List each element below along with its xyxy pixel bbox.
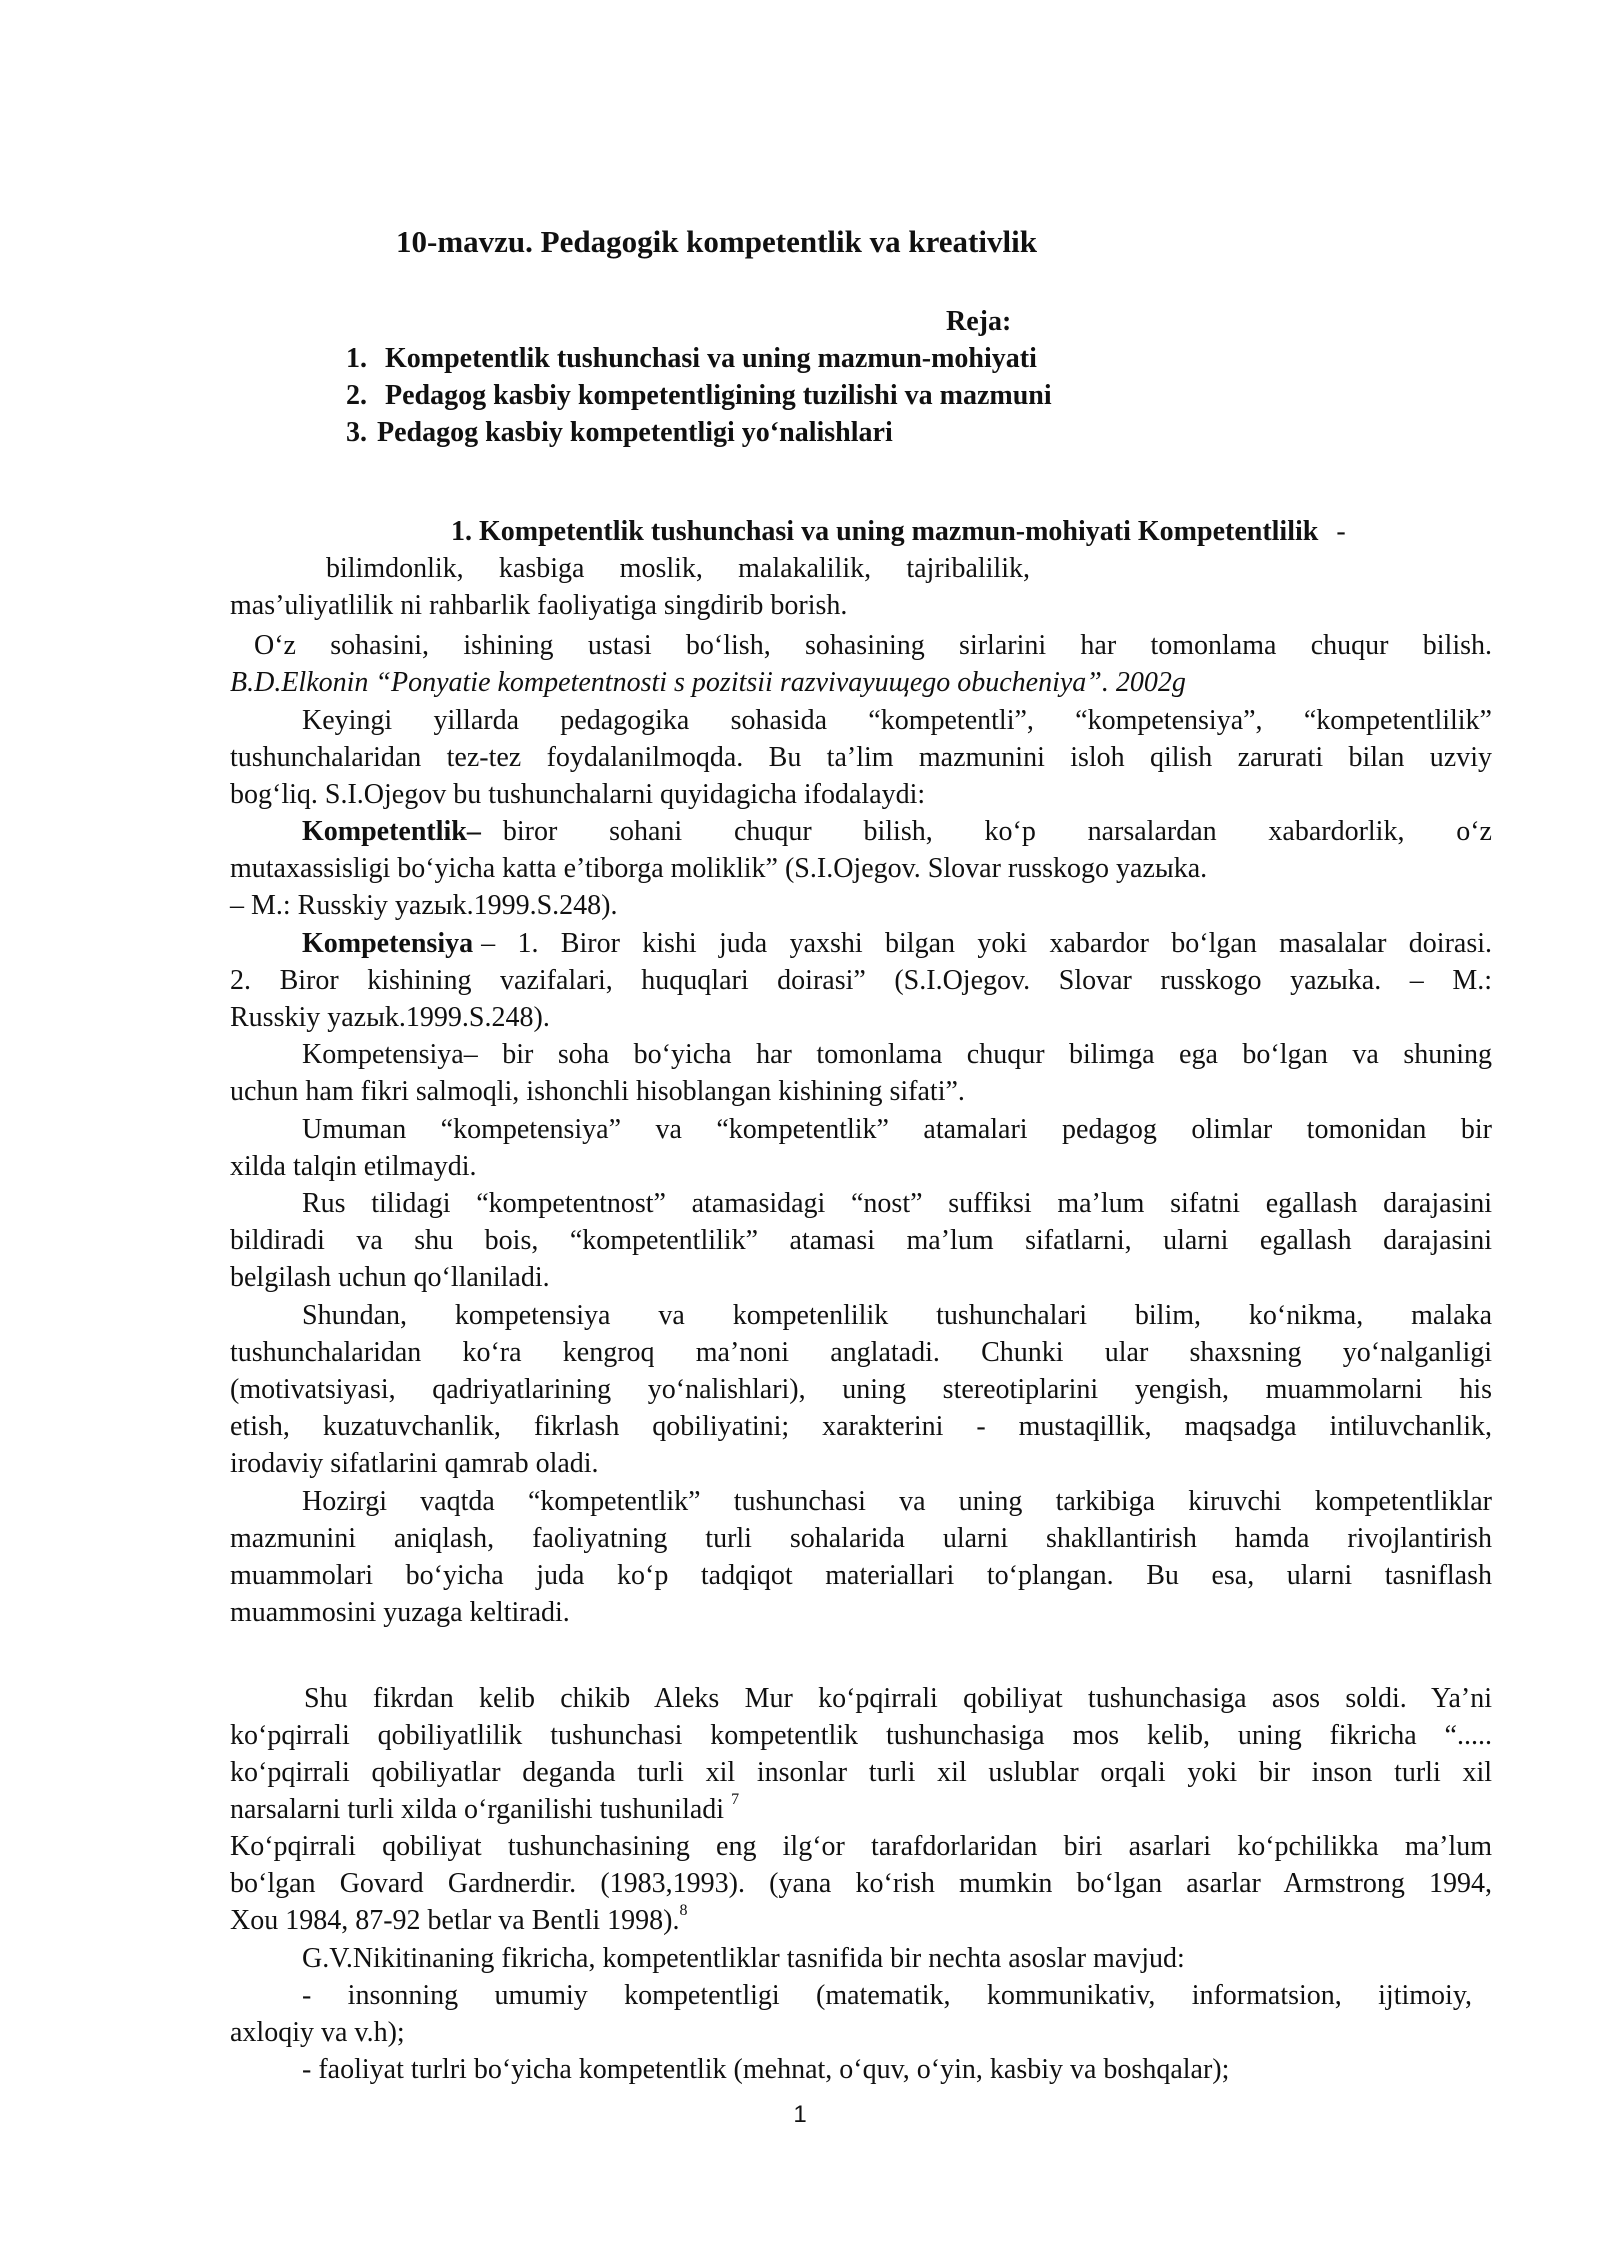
- plan-item-number: 2.: [346, 380, 367, 411]
- plan-item-text: Pedagog kasbiy kompetentligi yo‘nalishlari: [377, 417, 893, 448]
- plan-item-number: 3.: [346, 417, 367, 448]
- plan-item-text: Kompetentlik tushunchasi va uning mazmun-mohiyati: [385, 343, 1037, 374]
- plan-item: [346, 343, 1037, 375]
- section-heading: 1. Kompetentlik tushunchasi va uning mazmun-mohiyati Kompetentlilik -: [451, 516, 1346, 547]
- paragraph: G.V.Nikitinaning fikricha, kompetentliklar tasnifida bir nechta asoslar mavjud:: [302, 1943, 1185, 1974]
- list-item: - faoliyat turlri bo‘yicha kompetentlik (mehnat, o‘quv, o‘yin, kasbiy va boshqalar);: [302, 2054, 1230, 2085]
- plan-heading: Reja:: [946, 306, 1012, 337]
- definition-line: O‘z sohasini, ishining ustasi bo‘lish, sohasining sirlarini har tomonlama chuqur bilish.: [254, 630, 1492, 661]
- plan-item: [346, 380, 1052, 412]
- page-number: 1: [793, 2101, 807, 2128]
- plan-item-number: 1.: [346, 343, 367, 374]
- citation: B.D.Elkonin “Ponyatie kompetentnosti s pozitsii razvivayuщego obucheniya”. 2002g: [230, 667, 1186, 698]
- plan-item-text: Pedagog kasbiy kompetentligining tuzilishi va mazmuni: [385, 380, 1052, 411]
- footnote-marker: 8: [679, 1901, 688, 1919]
- definition-line: mas’uliyatlilik ni rahbarlik faoliyatiga singdirib borish.: [230, 590, 848, 621]
- definition-line: bilimdonlik, kasbiga moslik, malakalilik, tajribalilik,: [326, 553, 1030, 584]
- footnote-marker: 7: [731, 1790, 740, 1808]
- plan-item: [346, 417, 893, 449]
- page-title: 10-mavzu. Pedagogik kompetentlik va kreativlik: [396, 224, 1037, 259]
- term: Kompetensiya: [302, 928, 474, 959]
- term: Kompetentlik–: [302, 816, 481, 847]
